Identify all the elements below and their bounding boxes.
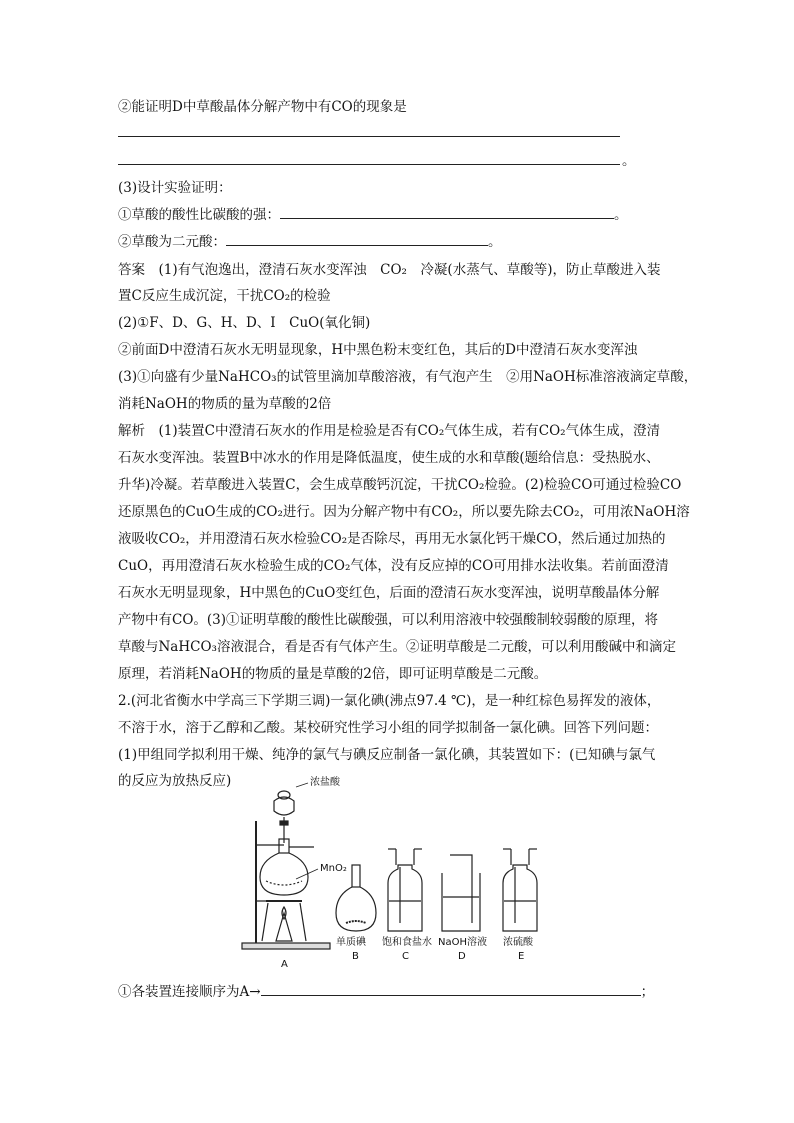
- answer-line: 置C反应生成沉淀，干扰CO₂的检验: [118, 288, 331, 304]
- answer-blank: [261, 983, 641, 996]
- tripod-leg: [262, 903, 268, 941]
- question-part3-title: (3)设计实验证明：: [118, 180, 232, 196]
- analysis-line: 还原黑色的CuO生成的CO₂进行。因为分解产物中有CO₂，所以要先除去CO₂，可用浓NaOH溶: [118, 504, 690, 520]
- label-b-name: 单质碘: [336, 937, 366, 948]
- analysis-line: 产物中有CO。(3)①证明草酸的酸性比碳酸强，可以利用溶液中较强酸制较弱酸的原理，将: [118, 612, 659, 628]
- mno2-surface: [266, 881, 302, 885]
- question2-line: 不溶于水，溶于乙醇和乙酸。某校研究性学习小组的同学拟制备一氯化碘。回答下列问题：: [118, 720, 658, 736]
- answer-blank: [226, 233, 488, 246]
- period-mark: 。: [488, 234, 502, 250]
- bottle-c: [388, 865, 422, 931]
- period-mark: 。: [622, 153, 636, 169]
- analysis-line: CuO，再用澄清石灰水检验生成的CO₂气体，没有反应掉的CO可用排水法收集。若前面澄清: [118, 558, 669, 574]
- label-c-name: 饱和食盐水: [382, 937, 432, 948]
- analysis-line: 石灰水无明显现象，H中黑色的CuO变红色，后面的澄清石灰水变浑浊，说明草酸晶体分解: [118, 585, 660, 601]
- hcl-leader: [296, 783, 308, 787]
- period-mark: 。: [614, 207, 628, 223]
- analysis-line: 升华)冷凝。若草酸进入装置C，会生成草酸钙沉淀，干扰CO₂检验。(2)检验CO可通过检验CO: [118, 477, 682, 493]
- analysis-line: 原理，若消耗NaOH的物质的量是草酸的2倍，即可证明草酸是二元酸。: [118, 666, 548, 682]
- label-hcl: 浓盐酸: [310, 777, 340, 788]
- answer-blank-line-2: [118, 164, 620, 165]
- answer-line: ②前面D中澄清石灰水无明显现象，H中黑色粉末变红色，其后的D中澄清石灰水变浑浊: [118, 342, 638, 358]
- label-d: D: [458, 951, 466, 962]
- stopcock: [280, 821, 288, 825]
- question-part3-item2: [118, 233, 502, 250]
- flask-b-neck: [352, 865, 360, 887]
- beaker-d-tube: [450, 855, 472, 923]
- question2-line: 的反应为放热反应): [118, 773, 232, 789]
- label-d-name: NaOH溶液: [438, 937, 487, 948]
- question2-line: 2.(河北省衡水中学高三下学期三调)一氯化碘(沸点97.4 ℃)，是一种红棕色易挥发的液体，: [118, 693, 661, 709]
- tripod-leg: [300, 903, 306, 941]
- question-co-evidence: ②能证明D中草酸晶体分解产物中有CO的现象是: [118, 99, 407, 115]
- flask-b: [336, 887, 376, 931]
- item2-text: ②草酸为二元酸：: [118, 234, 226, 250]
- answer-line: (3)①向盛有少量NaHCO₃的试管里滴加草酸溶液，有气泡产生 ②用NaOH标准溶液滴定草酸，: [118, 369, 698, 385]
- analysis-line: 草酸与NaHCO₃溶液混合，看是否有气体产生。②证明草酸是二元酸，可以利用酸碱中和滴定: [118, 639, 676, 655]
- label-mno2: MnO₂: [320, 863, 347, 874]
- item1-text: ①草酸的酸性比碳酸的强：: [118, 207, 280, 223]
- round-flask: [260, 853, 308, 895]
- label-c: C: [402, 951, 409, 962]
- separatory-funnel: [274, 797, 294, 815]
- question2-line: (1)甲组同学拟利用干燥、纯净的氯气与碘反应制备一氯化碘，其装置如下：(已知碘与氯气: [118, 747, 656, 763]
- answer-blank: [280, 206, 614, 219]
- item1-text: ①各装置连接顺序为A→: [118, 984, 261, 1000]
- semicolon-mark: ；: [640, 984, 655, 1000]
- analysis-line: 解析 (1)装置C中澄清石灰水的作用是检验是否有CO₂气体生成，若有CO₂气体生成，澄清: [118, 423, 661, 439]
- label-a: A: [281, 959, 288, 970]
- analysis-line: 石灰水变浑浊。装置B中冰水的作用是降低温度，使生成的水和草酸(题给信息：受热脱水、: [118, 450, 660, 466]
- stand-base: [242, 943, 330, 949]
- label-e: E: [518, 951, 525, 962]
- bottle-e: [503, 865, 537, 931]
- answer-line: (2)①F、D、G、H、D、I CuO(氧化铜): [118, 315, 371, 331]
- answer-line: 消耗NaOH的物质的量为草酸的2倍: [118, 396, 332, 412]
- question2-item1: [118, 983, 654, 1000]
- answer-line: 答案 (1)有气泡逸出，澄清石灰水变浑浊 CO₂ 冷凝(水蒸气、草酸等)，防止草酸进入装: [118, 262, 661, 278]
- analysis-line: 液吸收CO₂，并用澄清石灰水检验CO₂是否除尽，再用无水氯化钙干燥CO，然后通过加热的: [118, 531, 666, 547]
- iodine-solid: [346, 921, 366, 923]
- label-e-name: 浓硫酸: [503, 937, 533, 948]
- apparatus-figure: [236, 773, 566, 973]
- label-b: B: [352, 951, 359, 962]
- beaker-d: [442, 873, 480, 931]
- alcohol-lamp: [276, 913, 292, 941]
- answer-blank-line-1: [118, 136, 620, 137]
- question-part3-item1: [118, 206, 628, 223]
